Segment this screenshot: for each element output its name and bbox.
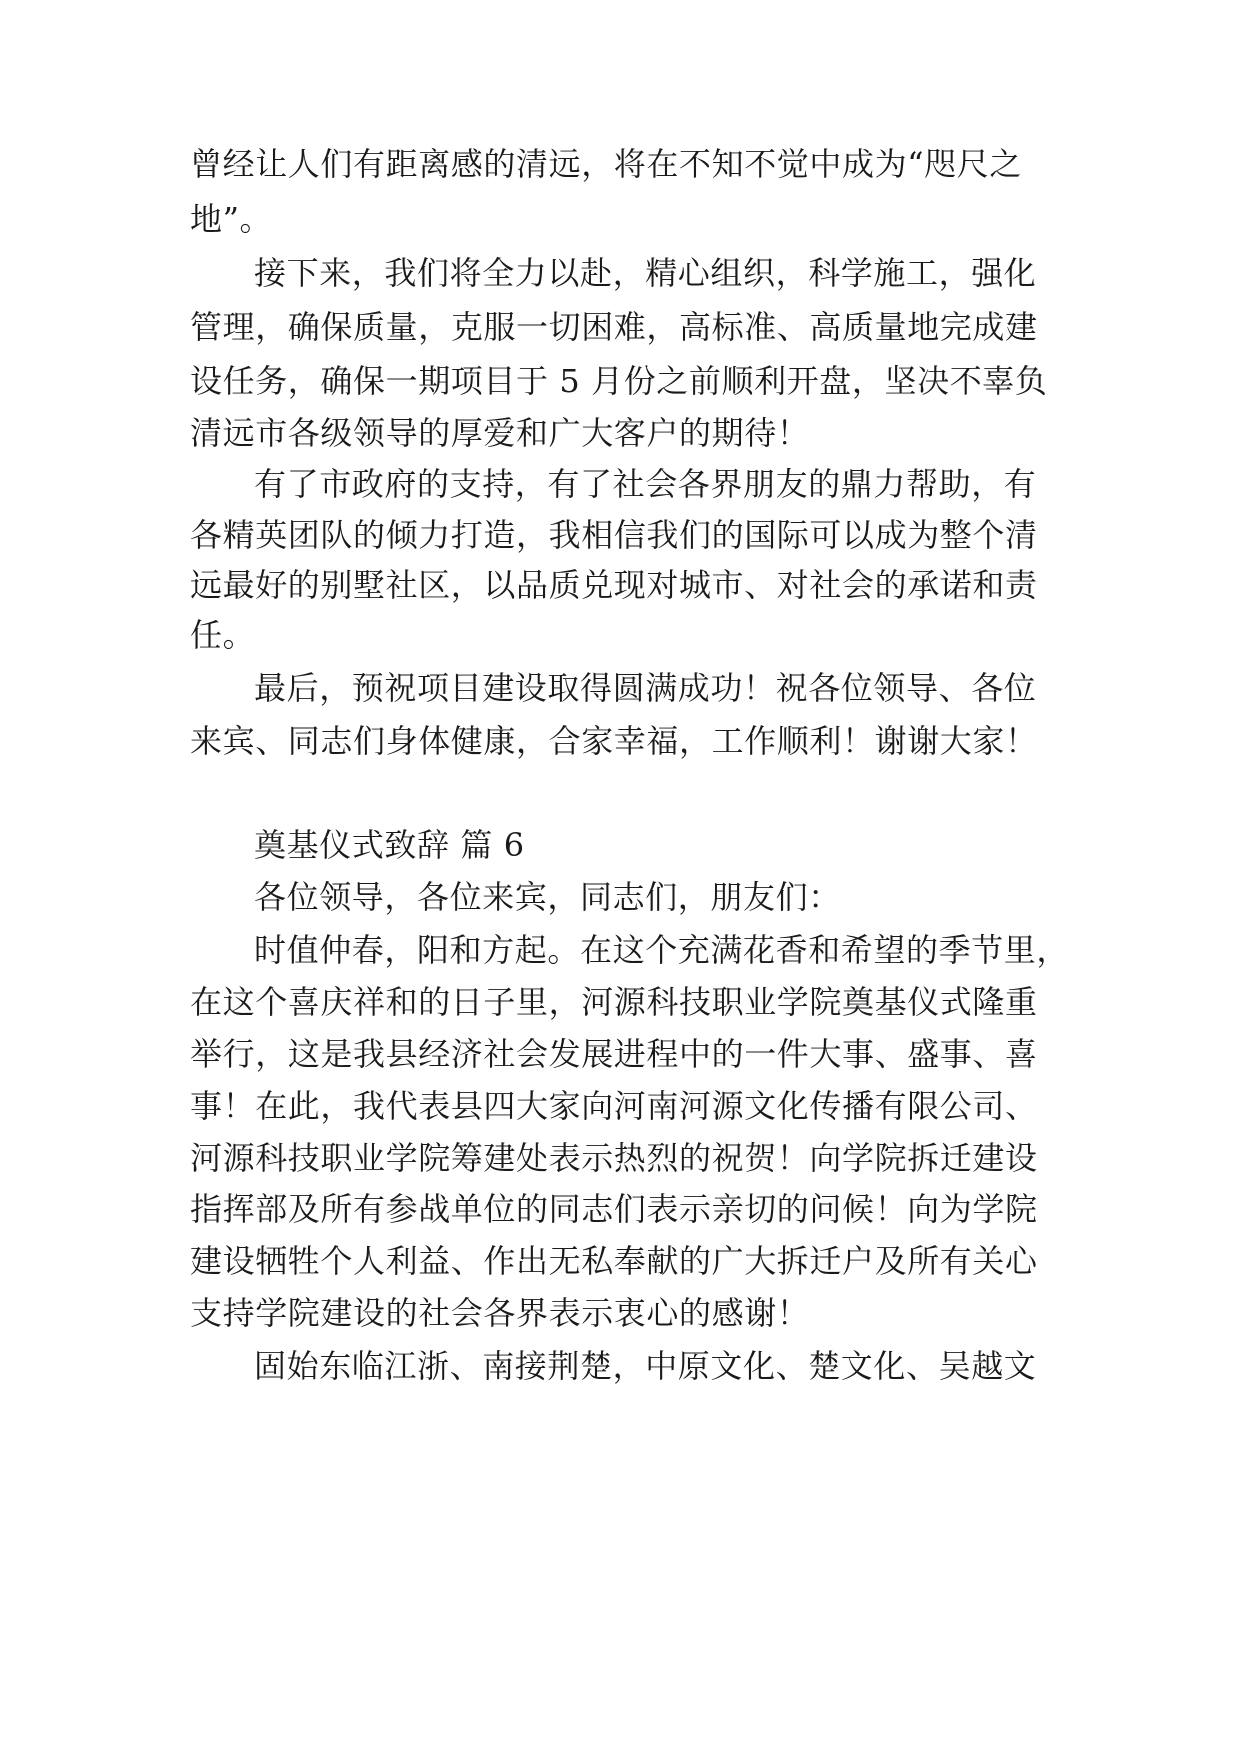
paragraph-first-line: 时值仲春，阳和方起。在这个充满花香和希望的季节里，	[254, 931, 1070, 969]
paragraph-first-line: 固始东临江浙、南接荆楚，中原文化、楚文化、吴越文	[254, 1347, 1037, 1385]
body-text-line: 在这个喜庆祥和的日子里，河源科技职业学院奠基仪式隆重	[190, 983, 1038, 1021]
body-text-line: 任。	[190, 616, 256, 654]
body-text-line: 地”。	[190, 200, 273, 238]
body-text-line: 管理，确保质量，克服一切困难，高标准、高质量地完成建	[190, 308, 1038, 346]
body-text-line: 设任务，确保一期项目于 5 月份之前顺利开盘，坚决不辜负	[190, 362, 1048, 400]
body-text-line: 清远市各级领导的厚爱和广大客户的期待！	[190, 414, 810, 452]
body-text-line: 河源科技职业学院筹建处表示热烈的祝贺！向学院拆迁建设	[190, 1139, 1038, 1177]
section-heading: 奠基仪式致辞 篇 6	[254, 826, 525, 864]
body-text-line: 指挥部及所有参战单位的同志们表示亲切的问候！向为学院	[190, 1190, 1038, 1228]
paragraph-first-line: 接下来，我们将全力以赴，精心组织，科学施工，强化	[254, 254, 1037, 292]
body-text-line: 来宾、同志们身体健康，合家幸福，工作顺利！谢谢大家！	[190, 722, 1038, 760]
body-text-line: 建设牺牲个人利益、作出无私奉献的广大拆迁户及所有关心	[190, 1242, 1038, 1280]
body-text-line: 事！在此，我代表县四大家向河南河源文化传播有限公司、	[190, 1087, 1038, 1125]
body-text-line: 各精英团队的倾力打造，我相信我们的国际可以成为整个清	[190, 516, 1038, 554]
body-text-line: 曾经让人们有距离感的清远，将在不知不觉中成为“咫尺之	[190, 145, 1022, 183]
body-text-line: 举行，这是我县经济社会发展进程中的一件大事、盛事、喜	[190, 1035, 1038, 1073]
body-text-line: 远最好的别墅社区，以品质兑现对城市、对社会的承诺和责	[190, 566, 1038, 604]
paragraph-first-line: 有了市政府的支持，有了社会各界朋友的鼎力帮助，有	[254, 465, 1037, 503]
salutation: 各位领导，各位来宾，同志们，朋友们：	[254, 878, 841, 916]
paragraph-first-line: 最后，预祝项目建设取得圆满成功！祝各位领导、各位	[254, 669, 1037, 707]
body-text-line: 支持学院建设的社会各界表示衷心的感谢！	[190, 1294, 810, 1332]
